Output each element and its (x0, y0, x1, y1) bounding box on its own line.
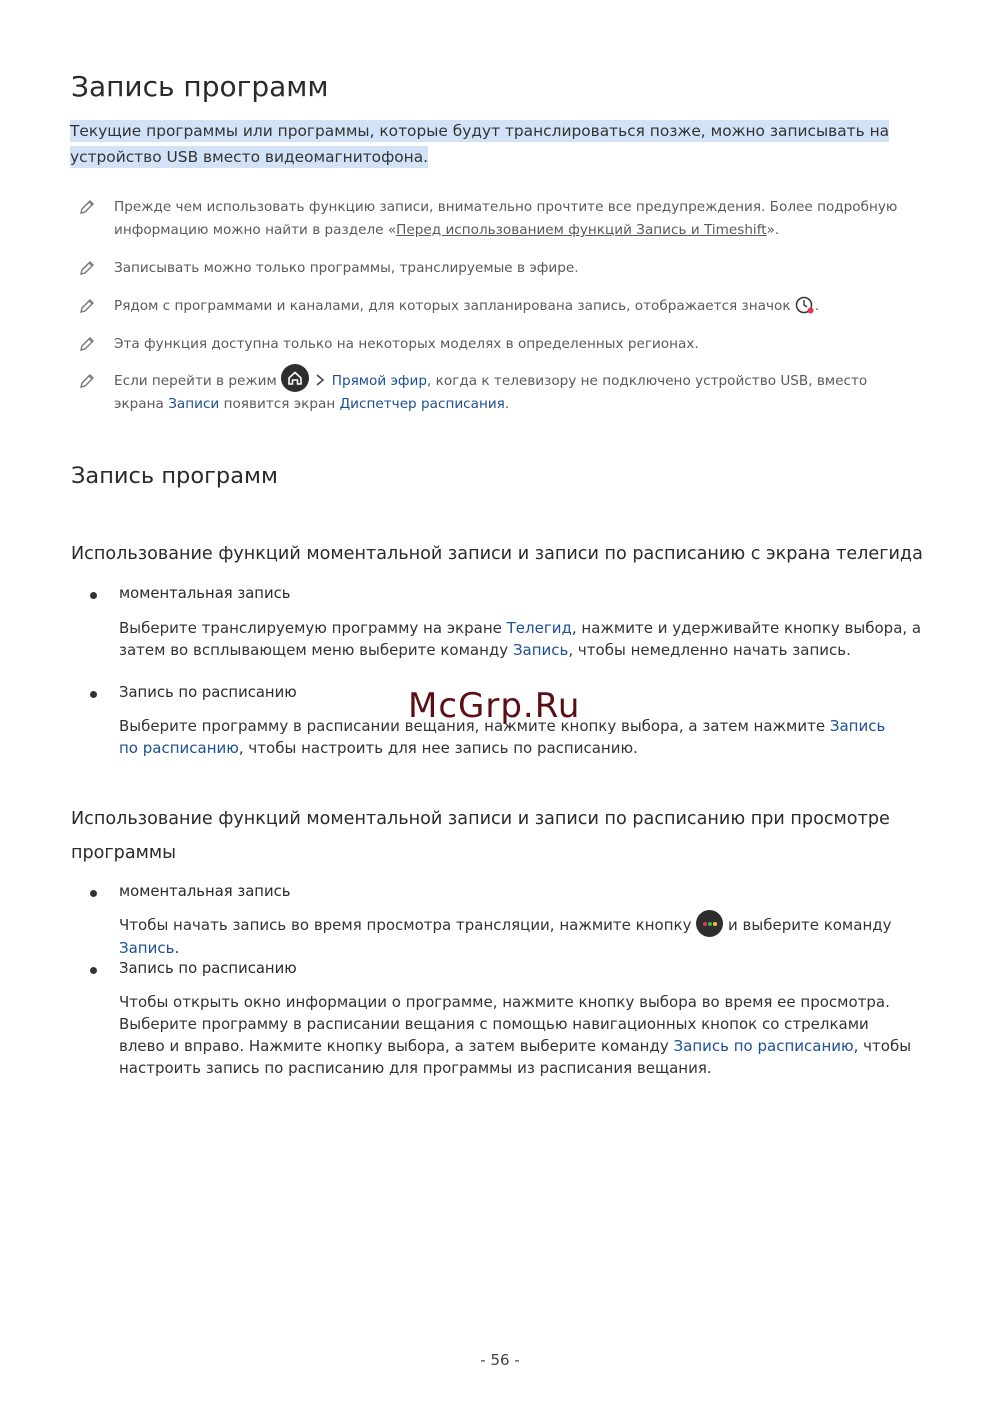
bullet-icon (90, 592, 97, 599)
subsection-title-watching: Использование функций моментальной записи и записи по расписанию при просмотре программы (71, 809, 890, 863)
body-text: , чтобы настроить запись по расписанию для программы из расписания вещания. (119, 1037, 912, 1077)
bullet-title: Запись по расписанию (119, 684, 297, 701)
note-schedule-icon (114, 295, 914, 318)
pencil-icon (78, 297, 96, 315)
page-number: - 56 - (480, 1351, 520, 1369)
schedule-record-link[interactable]: Запись по расписанию (119, 717, 886, 757)
body-text: и выберите команду (728, 916, 892, 934)
body-text: , чтобы немедленно начать запись. (568, 641, 851, 659)
page-title: Запись программ (71, 70, 329, 103)
watermark: McGrp.Ru (408, 686, 581, 726)
section-heading: Запись программ (71, 463, 278, 489)
scheduled-clock-icon (795, 295, 815, 315)
bullet-title: Запись по расписанию (119, 960, 297, 977)
pencil-icon (78, 335, 96, 353)
guide-link[interactable]: Телегид (506, 619, 572, 637)
note-broadcast-only: Записывать можно только программы, транслируемые в эфире. (114, 260, 579, 276)
note-warnings (114, 196, 914, 242)
pencil-icon (78, 259, 96, 277)
pencil-icon (78, 372, 96, 390)
body-text: Выберите программу в расписании вещания, нажмите кнопку выбора, а затем нажмите (119, 717, 826, 735)
record-link[interactable]: Запись (119, 938, 175, 957)
intro-text: Текущие программы или программы, которые будут транслироваться позже, можно записывать на устройство USB вместо видеомагнитофона. (70, 122, 890, 166)
bullet-body (119, 914, 949, 959)
note-text: Рядом с программами и каналами, для которых запланирована запись, отображается значок (114, 298, 791, 314)
chevron-right-icon (313, 373, 327, 387)
record-link[interactable]: Запись (512, 641, 569, 659)
body-text: Чтобы открыть окно информации о программе, нажмите кнопку выбора во время ее просмотра. Выберите программу в расписании вещания с помощью навигационных кнопок со стрелками влево и вправо. Нажмите кнопку выбора, а затем выберите команду (119, 993, 890, 1055)
home-button-icon (281, 364, 309, 392)
body-text: , чтобы настроить для нее запись по расписанию. (238, 739, 638, 757)
schedule-manager-link[interactable]: Диспетчер расписания (339, 396, 505, 412)
note-text: . (814, 298, 820, 314)
bullet-icon (90, 890, 97, 897)
bullet-icon (90, 691, 97, 698)
note-text: . (504, 396, 510, 412)
bullet-title: моментальная запись (119, 883, 291, 900)
live-tv-link[interactable]: Прямой эфир (331, 373, 428, 389)
intro-paragraph (70, 118, 925, 170)
bullet-title: моментальная запись (119, 585, 291, 602)
bullet-icon (90, 967, 97, 974)
note-text: Если перейти в режим (114, 373, 277, 389)
section-link[interactable]: Перед использованием функций Запись и Timeshift (396, 222, 767, 238)
subsection-title-guide: Использование функций моментальной записи и записи по расписанию с экрана телегида (71, 544, 923, 564)
body-text: . (174, 938, 180, 957)
recordings-link[interactable]: Записи (168, 396, 220, 412)
note-no-usb (114, 370, 904, 416)
body-text: Выберите транслируемую программу на экране (119, 619, 502, 637)
note-text: Прежде чем использовать функцию записи, внимательно прочтите все предупреждения. Более подробную информацию можно найти в разделе « (114, 199, 898, 238)
color-button-icon (696, 910, 723, 937)
bullet-body (119, 617, 939, 661)
note-text: ». (766, 222, 780, 238)
body-text: Чтобы начать запись во время просмотра трансляции, нажмите кнопку (119, 916, 692, 934)
note-text: , когда к телевизору не подключено устройство USB, вместо экрана (114, 373, 868, 412)
schedule-record-link[interactable]: Запись по расписанию (673, 1037, 854, 1055)
body-text: , нажмите и удерживайте кнопку выбора, а затем во всплывающем меню выберите команду (119, 619, 922, 659)
note-region: Эта функция доступна только на некоторых моделях в определенных регионах. (114, 336, 699, 352)
bullet-body (119, 991, 919, 1079)
note-text: появится экран (223, 396, 336, 412)
pencil-icon (78, 198, 96, 216)
